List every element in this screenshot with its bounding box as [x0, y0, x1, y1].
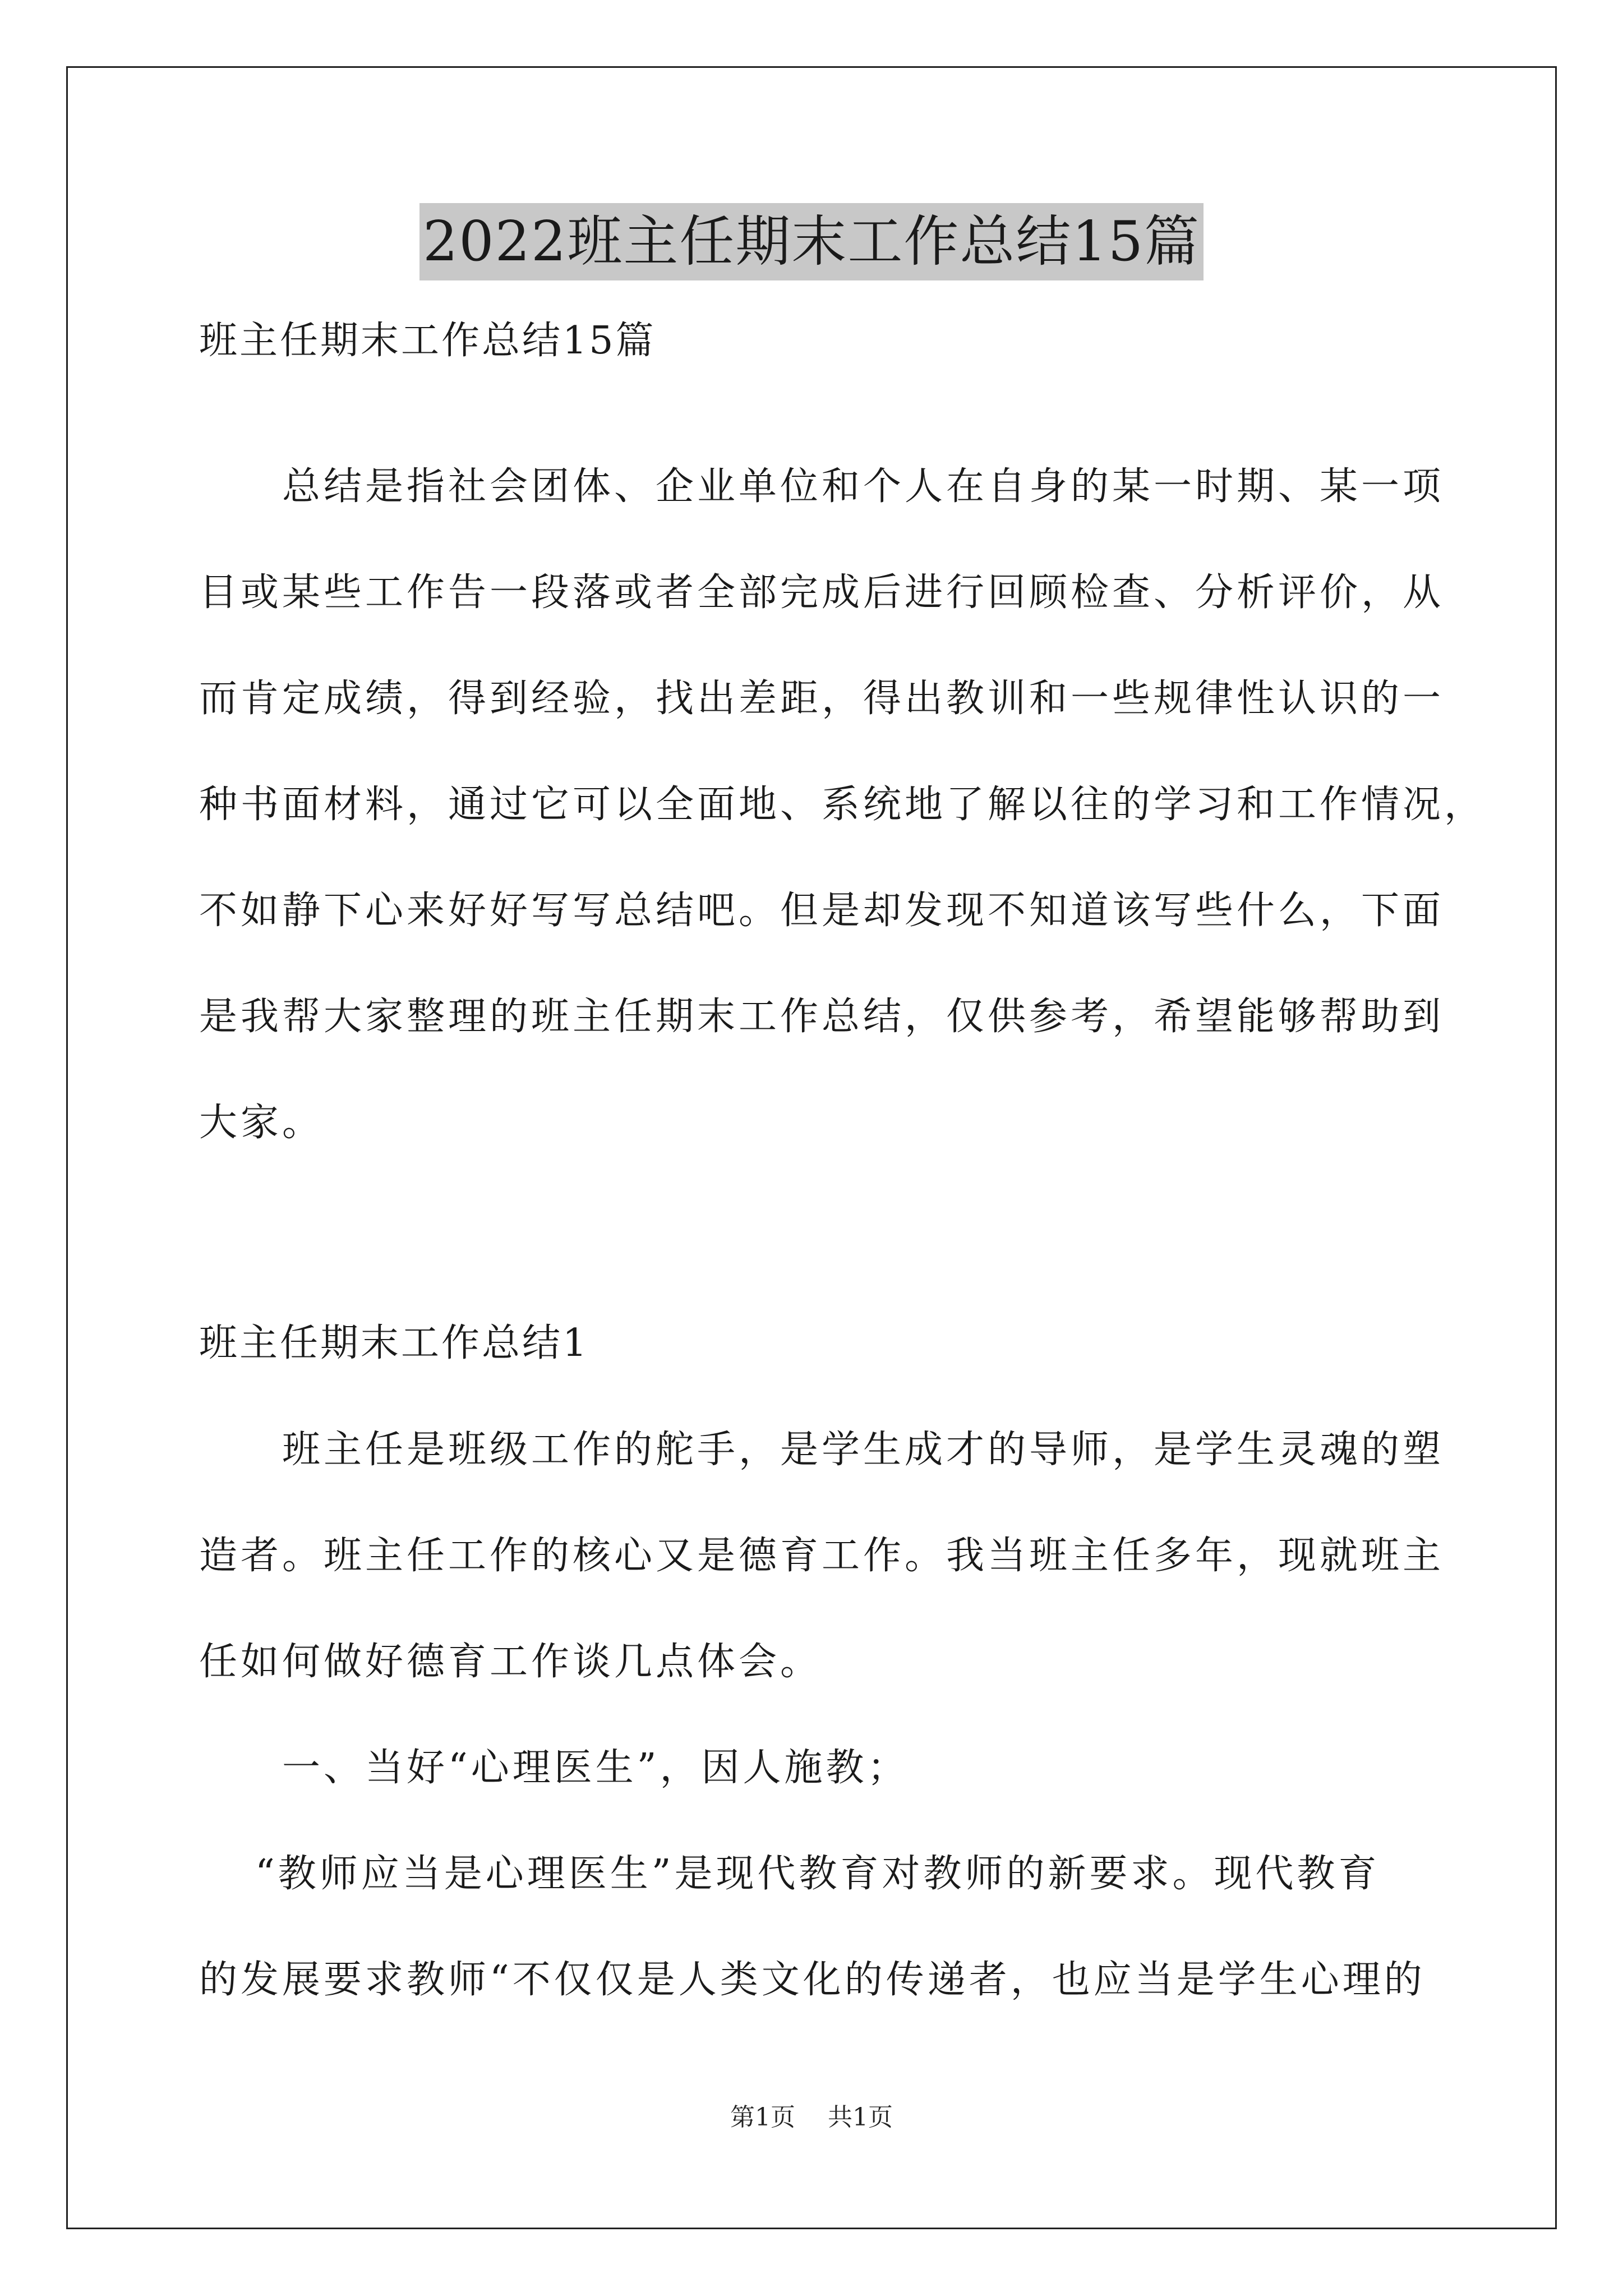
page-number-current: 第1页 — [730, 2103, 795, 2132]
page-number-total: 共1页 — [828, 2103, 893, 2132]
section-heading: 班主任期末工作总结1 — [199, 1321, 589, 1365]
document-title: 2022班主任期末工作总结15篇 — [419, 203, 1204, 280]
point-line: 的发展要求教师“不仅仅是人类文化的传递者，也应当是学生心理的 — [199, 1958, 1426, 2002]
point-heading: 一、当好“心理医生”，因人施教； — [282, 1746, 909, 1790]
section-line: 任如何做好德育工作谈几点体会。 — [199, 1640, 822, 1684]
intro-line: 目或某些工作告一段落或者全部完成后进行回顾检查、分析评价，从 — [199, 570, 1445, 615]
title-container — [0, 203, 1623, 280]
intro-line: 总结是指社会团体、企业单位和个人在自身的某一时期、某一项 — [282, 464, 1445, 509]
point-line: “教师应当是心理医生”是现代教育对教师的新要求。现代教育 — [255, 1852, 1380, 1896]
document-subtitle: 班主任期末工作总结15篇 — [199, 319, 656, 363]
intro-line: 而肯定成绩，得到经验，找出差距，得出教训和一些规律性认识的一 — [199, 677, 1445, 721]
section-line: 造者。班主任工作的核心又是德育工作。我当班主任多年，现就班主 — [199, 1534, 1445, 1578]
intro-line: 种书面材料，通过它可以全面地、系统地了解以往的学习和工作情况， — [199, 783, 1486, 827]
section-line: 班主任是班级工作的舵手，是学生成才的导师，是学生灵魂的塑 — [282, 1428, 1445, 1472]
intro-line: 大家。 — [199, 1101, 324, 1145]
intro-line: 是我帮大家整理的班主任期末工作总结，仅供参考，希望能够帮助到 — [199, 995, 1445, 1039]
page-footer — [0, 2101, 1623, 2134]
intro-line: 不如静下心来好好写写总结吧。但是却发现不知道该写些什么，下面 — [199, 889, 1445, 933]
